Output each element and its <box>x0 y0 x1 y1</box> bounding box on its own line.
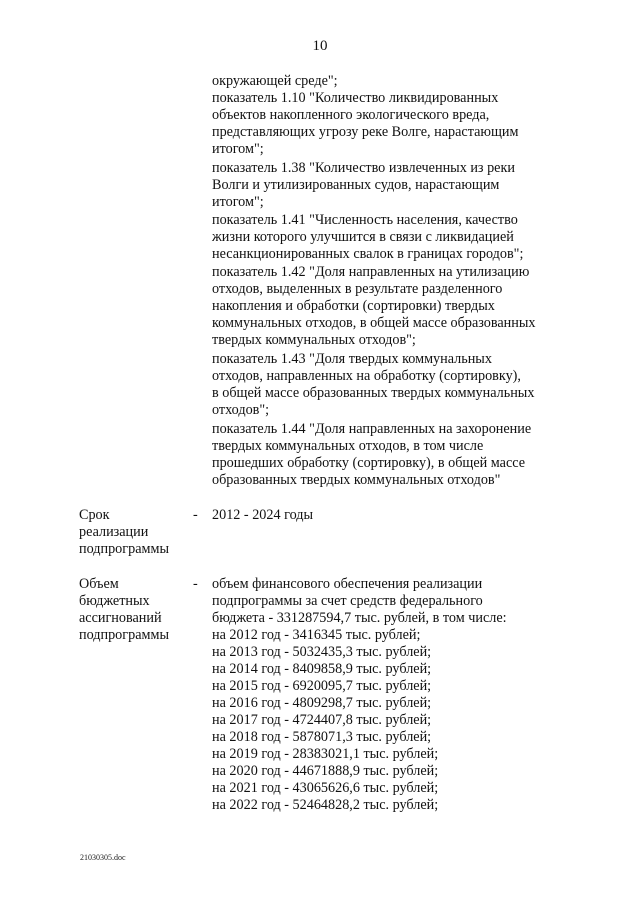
text-line: показатель 1.10 "Количество ликвидированных <box>212 90 499 106</box>
text-line: отходов"; <box>212 402 270 418</box>
term-dash: - <box>193 507 198 523</box>
budget-label-line: подпрограммы <box>79 627 169 643</box>
text-line: объектов накопленного экологического вреда, <box>212 107 490 123</box>
text-line: итогом"; <box>212 141 264 157</box>
budget-line: на 2021 год - 43065626,6 тыс. рублей; <box>212 780 439 796</box>
budget-line: на 2015 год - 6920095,7 тыс. рублей; <box>212 678 432 694</box>
term-label-line: Срок <box>79 507 110 523</box>
budget-line: подпрограммы за счет средств федерального <box>212 593 483 609</box>
budget-label-line: ассигнований <box>79 610 162 626</box>
text-line: Волги и утилизированных судов, нарастающим <box>212 177 500 193</box>
footer-filename: 21030305.doc <box>80 853 126 862</box>
text-line: отходов, направленных на обработку (сортировку), <box>212 368 521 384</box>
text-line: твердых коммунальных отходов"; <box>212 332 416 348</box>
text-line: показатель 1.41 "Численность населения, качество <box>212 212 518 228</box>
text-line: показатель 1.42 "Доля направленных на утилизацию <box>212 264 530 280</box>
budget-dash: - <box>193 576 198 592</box>
text-line: в общей массе образованных твердых коммунальных <box>212 385 535 401</box>
budget-line: на 2018 год - 5878071,3 тыс. рублей; <box>212 729 432 745</box>
text-line: показатель 1.44 "Доля направленных на захоронение <box>212 421 532 437</box>
budget-line: на 2012 год - 3416345 тыс. рублей; <box>212 627 421 643</box>
text-line: накопления и обработки (сортировки) твердых <box>212 298 495 314</box>
budget-line: бюджета - 331287594,7 тыс. рублей, в том числе: <box>212 610 507 626</box>
text-line: образованных твердых коммунальных отходов" <box>212 472 501 488</box>
budget-line: на 2022 год - 52464828,2 тыс. рублей; <box>212 797 439 813</box>
budget-label-line: бюджетных <box>79 593 150 609</box>
text-line: отходов, выделенных в результате разделенного <box>212 281 503 297</box>
text-line: представляющих угрозу реке Волге, нарастающим <box>212 124 519 140</box>
budget-line: на 2013 год - 5032435,3 тыс. рублей; <box>212 644 432 660</box>
budget-line: объем финансового обеспечения реализации <box>212 576 483 592</box>
term-label-line: подпрограммы <box>79 541 169 557</box>
page-number: 10 <box>312 38 328 54</box>
budget-label-line: Объем <box>79 576 119 592</box>
text-line: твердых коммунальных отходов, в том числе <box>212 438 484 454</box>
term-value: 2012 - 2024 годы <box>212 507 314 523</box>
text-line: показатель 1.43 "Доля твердых коммунальных <box>212 351 492 367</box>
text-line: итогом"; <box>212 194 264 210</box>
text-line: прошедших обработку (сортировку), в общей массе <box>212 455 526 471</box>
budget-line: на 2014 год - 8409858,9 тыс. рублей; <box>212 661 432 677</box>
budget-line: на 2019 год - 28383021,1 тыс. рублей; <box>212 746 439 762</box>
term-label-line: реализации <box>79 524 149 540</box>
text-line: несанкционированных свалок в границах городов"; <box>212 246 524 262</box>
text-line: показатель 1.38 "Количество извлеченных из реки <box>212 160 515 176</box>
budget-line: на 2016 год - 4809298,7 тыс. рублей; <box>212 695 432 711</box>
text-line: окружающей среде"; <box>212 73 338 89</box>
text-line: жизни которого улучшится в связи с ликвидацией <box>212 229 514 245</box>
text-line: коммунальных отходов, в общей массе образованных <box>212 315 536 331</box>
budget-line: на 2017 год - 4724407,8 тыс. рублей; <box>212 712 432 728</box>
budget-line: на 2020 год - 44671888,9 тыс. рублей; <box>212 763 439 779</box>
